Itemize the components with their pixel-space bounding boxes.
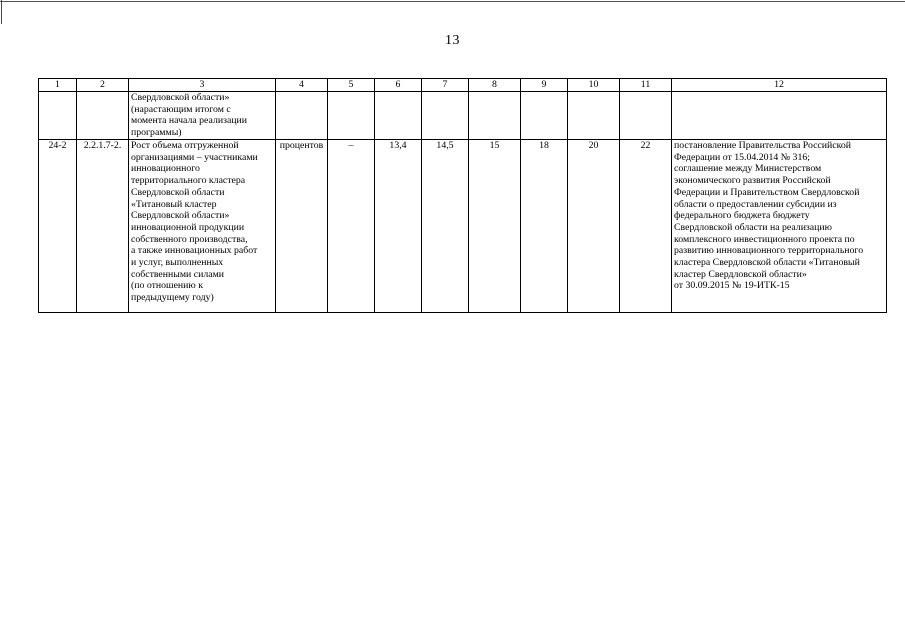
value-col6: 13,4 [375, 140, 422, 313]
table-cell [77, 92, 129, 140]
header-cell: 7 [422, 79, 469, 92]
header-cell: 2 [77, 79, 129, 92]
page-number: 13 [445, 33, 460, 48]
header-cell: 1 [39, 79, 77, 92]
table-row [39, 140, 887, 313]
header-cell: 10 [568, 79, 620, 92]
indicator-name-cell [129, 140, 276, 313]
indicator-table [38, 78, 887, 313]
indicator-name: Рост объема отгруженной организациями – участниками инновационного территориального кластера Свердловской области «Титановый кластер Свердловской области» инновационной продукции собственного производства, а также инновационных работ и услуг, выполненных собственными силами (по отношению к предыдущему году) [131, 140, 258, 304]
continuation-text: Свердловской области» (нарастающим итогом с момента начала реализации программы) [131, 92, 248, 139]
header-cell: 8 [469, 79, 521, 92]
source-document: постановление Правительства Российской Федерации от 15.04.2014 № 316; соглашение между Министерством экономического развития Российской Федерации и Правительством Свердловской области о предоставлении субсидии из федерального бюджета бюджету Свердловской области на реализацию комплексного инвестиционного проекта по развитию инновационного территориального кластера Свердловской области «Титановый кластер Свердловской области» от 30.09.2015 № 19-ИТК-15 [674, 140, 864, 292]
table-cell [469, 92, 521, 140]
scan-edge-left [1, 0, 2, 24]
table-cell [328, 92, 375, 140]
header-cell: 4 [276, 79, 328, 92]
table-cell [276, 92, 328, 140]
header-cell: 5 [328, 79, 375, 92]
header-cell: 3 [129, 79, 276, 92]
row-number: 24-2 [39, 140, 77, 313]
event-code: 2.2.1.7-2. [77, 140, 129, 313]
table-cell [422, 92, 469, 140]
table-cell [568, 92, 620, 140]
header-cell: 9 [521, 79, 568, 92]
table-cell [39, 92, 77, 140]
value-col10: 20 [568, 140, 620, 313]
continuation-row [39, 92, 887, 140]
table-cell [521, 92, 568, 140]
value-col5: – [328, 140, 375, 313]
value-col9: 18 [521, 140, 568, 313]
table-cell [620, 92, 672, 140]
header-cell: 12 [672, 79, 887, 92]
scan-edge-top [0, 1, 905, 2]
header-cell: 11 [620, 79, 672, 92]
source-cell [672, 140, 887, 313]
header-cell: 6 [375, 79, 422, 92]
table-cell [375, 92, 422, 140]
table-cell [672, 92, 887, 140]
value-col8: 15 [469, 140, 521, 313]
header-row [39, 79, 887, 92]
unit-of-measure: процентов [276, 140, 328, 313]
table-cell [129, 92, 276, 140]
value-col11: 22 [620, 140, 672, 313]
value-col7: 14,5 [422, 140, 469, 313]
